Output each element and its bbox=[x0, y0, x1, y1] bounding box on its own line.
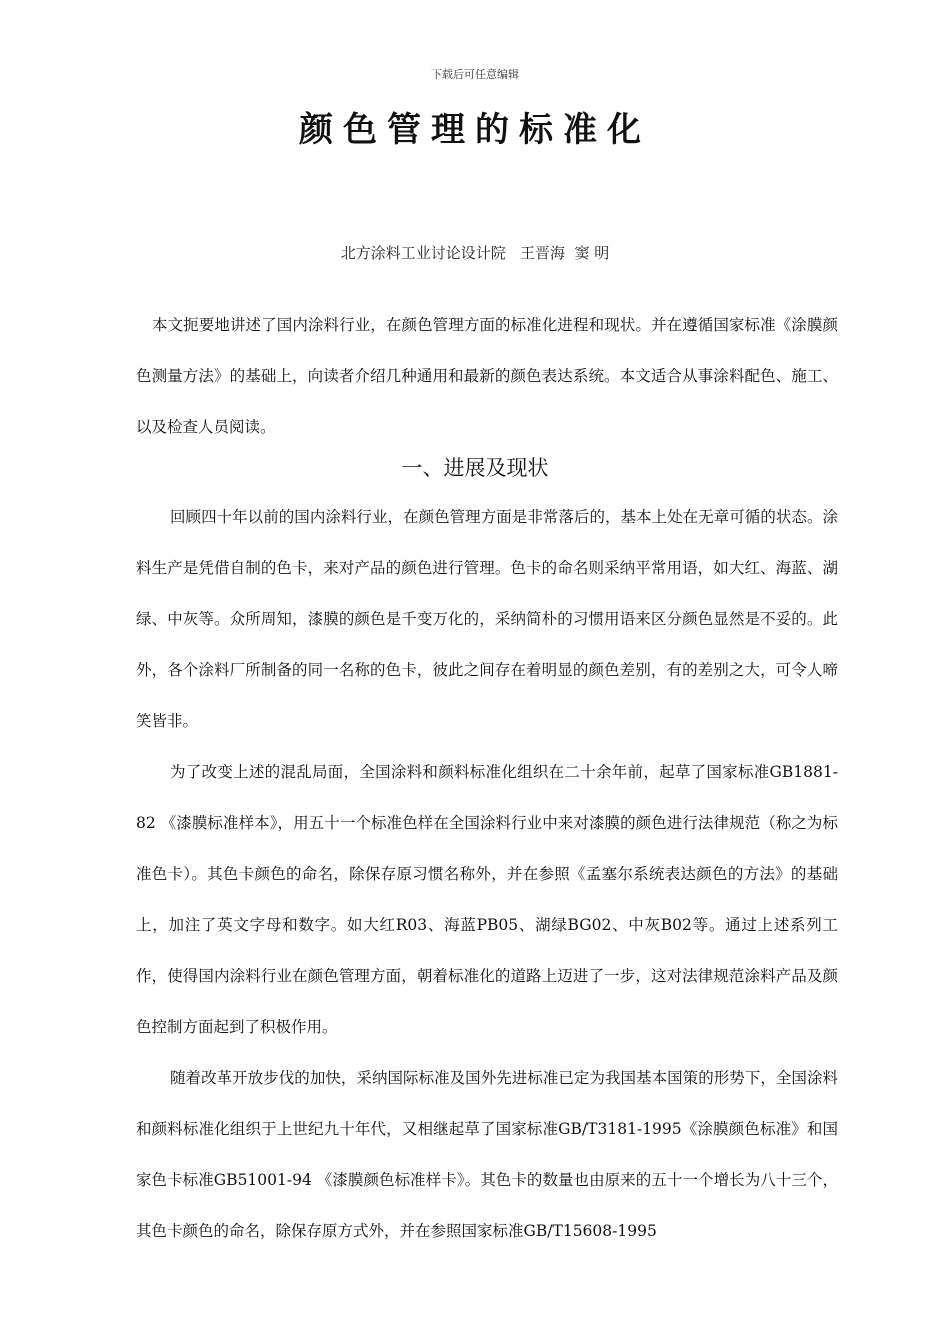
body-paragraph-2: 为了改变上述的混乱局面，全国涂料和颜料标准化组织在二十余年前，起草了国家标准GB1881-82 《漆膜标准样本》，用五十一个标准色样在全国涂料行业中来对漆膜的颜色进行法律规范（称之为标准色卡）。其色卡颜色的命名，除保存原习惯名称外，并在参照《孟塞尔系统表达颜色的方法》的基础上，加注了英文字母和数字。如大红R03、海蓝PB05、湖绿BG02、中灰B02等。通过上述系列工作，使得国内涂料行业在颜色管理方面，朝着标准化的道路上迈进了一步，这对法律规范涂料产品及颜色控制方面起到了积极作用。 bbox=[136, 763, 838, 1036]
abstract-paragraph: 本文扼要地讲述了国内涂料行业，在颜色管理方面的标准化进程和现状。并在遵循国家标准《涂膜颜色测量方法》的基础上，向读者介绍几种通用和最新的颜色表达系统。本文适合从事涂料配色、施工、以及检查人员阅读。 bbox=[136, 316, 838, 436]
section-heading: 一、进展及现状 bbox=[401, 456, 549, 480]
header-note: 下载后可任意编辑 bbox=[431, 68, 519, 81]
body-paragraph-3: 随着改革开放步伐的加快，采纳国际标准及国外先进标准已定为我国基本国策的形势下，全国涂料和颜料标准化组织于上世纪九十年代，又相继起草了国家标准GB/T3181-1995《涂膜颜色标准》和国家色卡标准GB51001-94 《漆膜颜色标准样卡》。其色卡的数量也由原来的五十一个增长为八十三个，其色卡颜色的命名，除保存原方式外，并在参照国家标准GB/T15608-1995 bbox=[136, 1069, 838, 1240]
author-line: 北方涂料工业讨论设计院 王晋海 窦 明 bbox=[340, 244, 610, 262]
page-title: 颜色管理的标准化 bbox=[299, 110, 651, 150]
body-paragraph-1: 回顾四十年以前的国内涂料行业，在颜色管理方面是非常落后的，基本上处在无章可循的状态。涂料生产是凭借自制的色卡，来对产品的颜色进行管理。色卡的命名则采纳平常用语，如大红、海蓝、湖绿、中灰等。众所周知，漆膜的颜色是千变万化的，采纳简朴的习惯用语来区分颜色显然是不妥的。此外，各个涂料厂所制备的同一名称的色卡，彼此之间存在着明显的颜色差别，有的差别之大，可令人啼笑皆非。 bbox=[136, 508, 838, 730]
